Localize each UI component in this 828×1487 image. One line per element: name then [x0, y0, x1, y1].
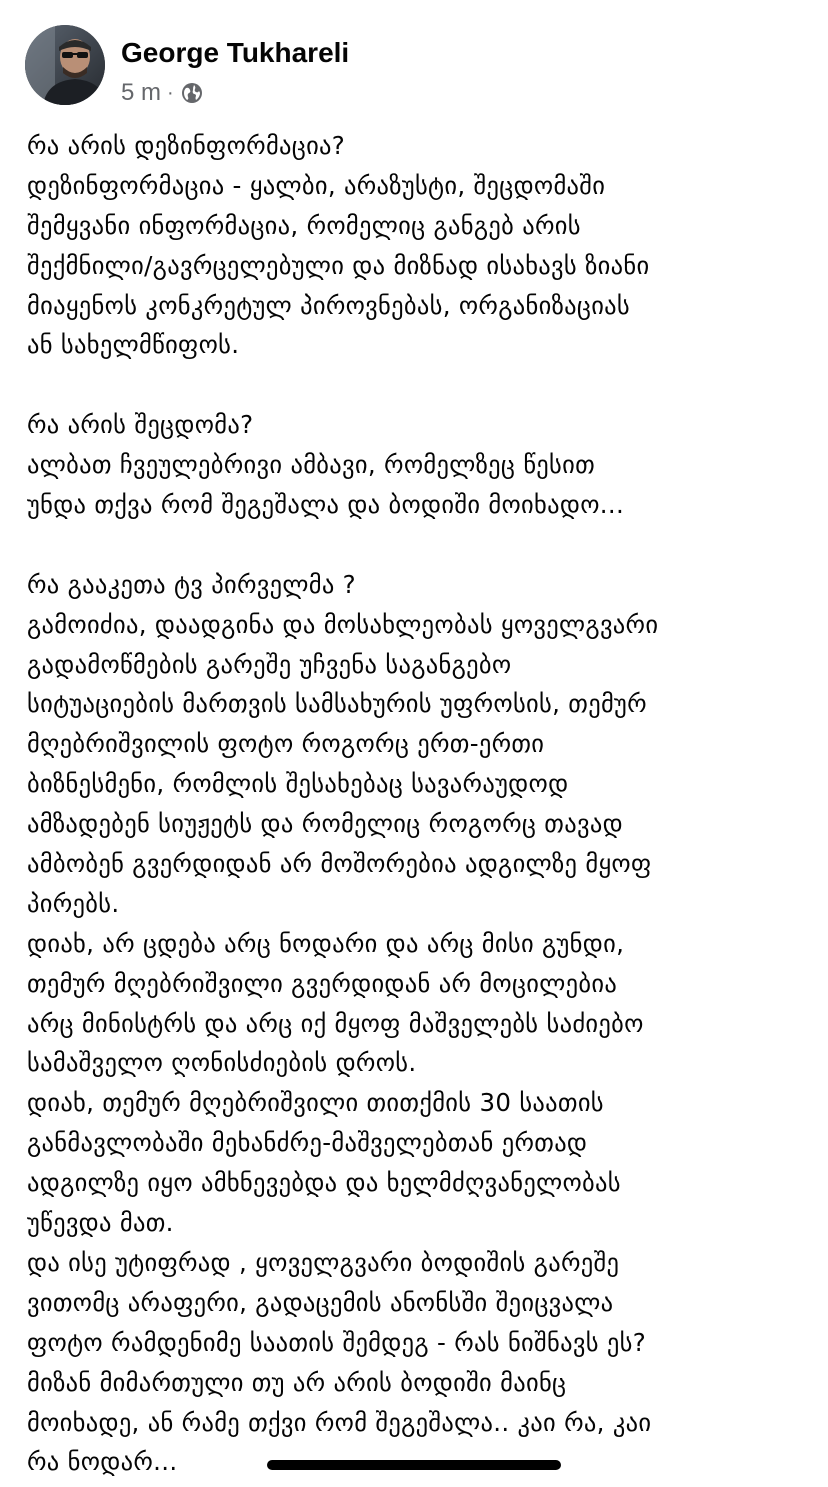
post-timestamp[interactable]: 5 m [121, 79, 162, 106]
blank-line [27, 365, 807, 405]
post-header [25, 25, 805, 107]
post-text-line: მღებრიშვილის ფოტო როგორც ერთ-ერთი [27, 729, 545, 759]
post-text [27, 126, 807, 1482]
globe-icon[interactable] [180, 81, 204, 105]
post-text-line: განმავლობაში მეხანძრე-მაშველებთან ერთად [27, 1128, 588, 1158]
post-text-line: სამაშველო ღონისძიების დროს. [27, 1048, 417, 1078]
post-text-line: რა გააკეთა ტვ პირველმა ? [27, 569, 356, 599]
post-text-line: შემყვანი ინფორმაცია, რომელიც განგებ არის [27, 210, 581, 240]
blank-line [27, 525, 807, 565]
post-text-line: შექმნილი/გავრცელებული და მიზნად ისახავს ზიანი [27, 250, 650, 280]
avatar-photo [25, 25, 105, 105]
post-text-line: გამოიძია, დაადგინა და მოსახლეობას ყოველგვარი [27, 609, 659, 639]
post-text-line: ამბობენ გვერდიდან არ მოშორებია ადგილზე მყოფ [27, 849, 652, 879]
post-text-line: ან სახელმწიფოს. [27, 330, 240, 360]
post-text-line: მიაყენოს კონკრეტულ პიროვნებას, ორგანიზაციას [27, 290, 631, 320]
post-text-line: სიტუაციების მართვის სამსახურის უფროსის, თემურ [27, 689, 647, 719]
meta-separator: · [167, 81, 174, 104]
post-text-line: უნდა თქვა რომ შეგეშალა და ბოდიში მოიხადო... [27, 490, 625, 520]
post-text-line: დეზინფორმაცია - ყალბი, არაზუსტი, შეცდომაში [27, 170, 606, 200]
author-name[interactable]: George Tukhareli [121, 37, 350, 68]
post-text-line: უწევდა მათ. [27, 1208, 174, 1238]
post-meta [121, 79, 204, 107]
post-text-line: რა არის დეზინფორმაცია? [27, 131, 346, 160]
post-text-line: რა ნოდარ... [27, 1447, 178, 1477]
post-text-line: მოიხადე, ან რამე თქვი რომ შეგეშალა.. კაი რა, კაი [27, 1407, 652, 1437]
post-text-line: ფოტო რამდენიმე საათის შემდეგ - რას ნიშნავს ეს? [27, 1327, 647, 1357]
post-text-line: დიახ, თემურ მღებრიშვილი თითქმის 30 საათის [27, 1088, 604, 1118]
post-text-line: მიზან მიმართული თუ არ არის ბოდიში მაინც [27, 1367, 567, 1397]
post-text-line: და ისე უტიფრად , ყოველგვარი ბოდიშის გარეშე [27, 1247, 620, 1277]
post-text-line: გადამოწმების გარეშე უჩვენა საგანგებო [27, 649, 512, 679]
post-text-line: დიახ, არ ცდება არც ნოდარი და არც მისი გუნდი, [27, 928, 625, 958]
post-text-line: ბიზნესმენი, რომლის შესახებაც სავარაუდოდ [27, 769, 569, 799]
post-text-line: ადგილზე იყო ამხნევებდა და ხელმძღვანელობას [27, 1168, 621, 1198]
avatar[interactable] [25, 25, 105, 105]
post-text-line: რა არის შეცდომა? [27, 410, 254, 440]
post-text-line: ვითომც არაფერი, გადაცემის ანონსში შეიცვალა [27, 1287, 614, 1317]
home-indicator[interactable] [267, 1460, 561, 1470]
post-text-line: ამზადებენ სიუჟეტს და რომელიც როგორც თავად [27, 809, 623, 839]
post-text-line: თემურ მღებრიშვილი გვერდიდან არ მოცილებია [27, 968, 618, 998]
post-text-line: ალბათ ჩვეულებრივი ამბავი, რომელზეც წესით [27, 450, 596, 480]
post-text-line: არც მინისტრს და არც იქ მყოფ მაშველებს საძიებო [27, 1008, 644, 1038]
post-text-line: პირებს. [27, 888, 120, 918]
